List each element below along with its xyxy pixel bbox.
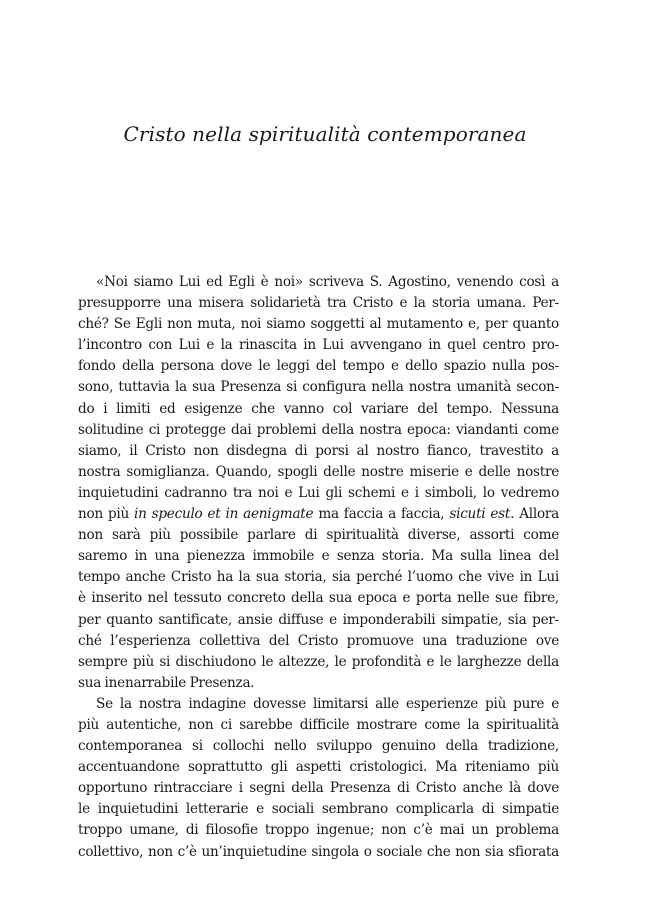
text-run: collettivo, non c’è un’inquietudine singola o sociale che non sia sfiorata — [78, 843, 559, 860]
text-run: ché l’esperienza collettiva del Cristo promuove una traduzione ove — [78, 632, 559, 649]
text-run: solitudine ci protegge dai problemi della nostra epoca: viandanti come — [78, 421, 559, 438]
text-run: sono, tuttavia la sua Presenza si configura nella nostra umanità secon- — [78, 379, 559, 396]
text-line — [78, 588, 559, 609]
text-run: contemporanea si collochi nello sviluppo genuino della tradizione, — [78, 738, 559, 755]
text-line — [78, 799, 559, 820]
text-line — [78, 293, 559, 314]
text-line — [78, 842, 559, 863]
text-line — [78, 715, 559, 736]
text-run: siamo, il Cristo non disdegna di porsi al nostro fianco, travestito a — [78, 442, 559, 459]
text-line — [78, 631, 559, 652]
text-line — [78, 610, 559, 631]
italic-phrase: in speculo et in aenigmate — [134, 506, 314, 523]
text-run: non più — [78, 506, 135, 523]
text-line — [78, 567, 559, 588]
text-run: accentuandone soprattutto gli aspetti cristologici. Ma riteniamo più — [78, 759, 559, 776]
text-line — [78, 399, 559, 420]
text-line — [78, 314, 559, 335]
text-run: non sarà più possibile parlare di spiritualità diverse, assorti come — [78, 527, 559, 544]
text-line — [78, 757, 559, 778]
text-run: per quanto santificate, ansie diffuse e imponderabili simpatie, sia per- — [78, 611, 559, 628]
text-line — [78, 694, 559, 715]
text-line — [78, 820, 559, 841]
paragraph — [78, 694, 559, 863]
text-run: inquietudini cadranno tra noi e Lui gli schemi e i simboli, lo vedremo — [78, 484, 559, 501]
text-run: sua inenarrabile Presenza. — [78, 674, 255, 691]
text-line — [78, 525, 559, 546]
text-line — [78, 272, 559, 293]
text-run: opportuno rintracciare i segni della Presenza di Cristo anche là dove — [78, 780, 559, 797]
text-line — [78, 335, 559, 356]
text-run: ma faccia a faccia, — [313, 506, 450, 523]
text-line — [78, 483, 559, 504]
text-line — [78, 673, 559, 694]
text-run: l’incontro con Lui e la rinascita in Lui avvengano in quel centro pro- — [78, 337, 559, 354]
text-run: è inserito nel tessuto concreto della sua epoca e porta nelle sue fibre, — [78, 590, 559, 607]
text-line — [78, 377, 559, 398]
text-run: saremo in una pienezza immobile e senza storia. Ma sulla linea del — [78, 548, 559, 565]
text-run: troppo umane, di filosofie troppo ingenue; non c’è mai un problema — [78, 822, 559, 839]
text-line — [78, 420, 559, 441]
text-run: do i limiti ed esigenze che vanno col variare del tempo. Nessuna — [78, 400, 559, 417]
text-run: ché? Se Egli non muta, noi siamo soggetti al mutamento e, per quanto — [78, 316, 559, 333]
text-run: sempre più si dischiudono le altezze, le profondità e le larghezze della — [78, 653, 559, 670]
text-line — [78, 736, 559, 757]
text-line — [78, 504, 559, 525]
text-line — [78, 778, 559, 799]
text-line — [78, 652, 559, 673]
text-run: «Noi siamo Lui ed Egli è noi» scriveva S. Agostino, venendo così a — [96, 274, 559, 290]
text-line — [78, 462, 559, 483]
text-run: fondo della persona dove le leggi del tempo e dello spazio nulla pos- — [78, 358, 559, 375]
text-run: tempo anche Cristo ha la sua storia, sia perché l’uomo che vive in Lui — [78, 569, 559, 586]
text-run: presupporre una misera solidarietà tra Cristo e la storia umana. Per- — [78, 295, 559, 312]
text-line — [78, 546, 559, 567]
italic-phrase: sicuti est — [449, 506, 511, 523]
body-text — [78, 272, 559, 863]
text-run: . Allora — [510, 506, 559, 523]
text-line — [78, 356, 559, 377]
text-line — [78, 441, 559, 462]
text-run: Se la nostra indagine dovesse limitarsi alle esperienze più pure e — [96, 695, 559, 712]
paragraph — [78, 272, 559, 694]
text-run: nostra somiglianza. Quando, spogli delle nostre miserie e delle nostre — [78, 463, 559, 480]
text-run: più autentiche, non ci sarebbe difficile mostrare come la spiritualità — [78, 716, 559, 733]
text-run: le inquietudini letterarie e sociali sembrano complicarla di simpatie — [78, 801, 559, 818]
chapter-title: Cristo nella spiritualità contemporanea — [123, 122, 527, 146]
